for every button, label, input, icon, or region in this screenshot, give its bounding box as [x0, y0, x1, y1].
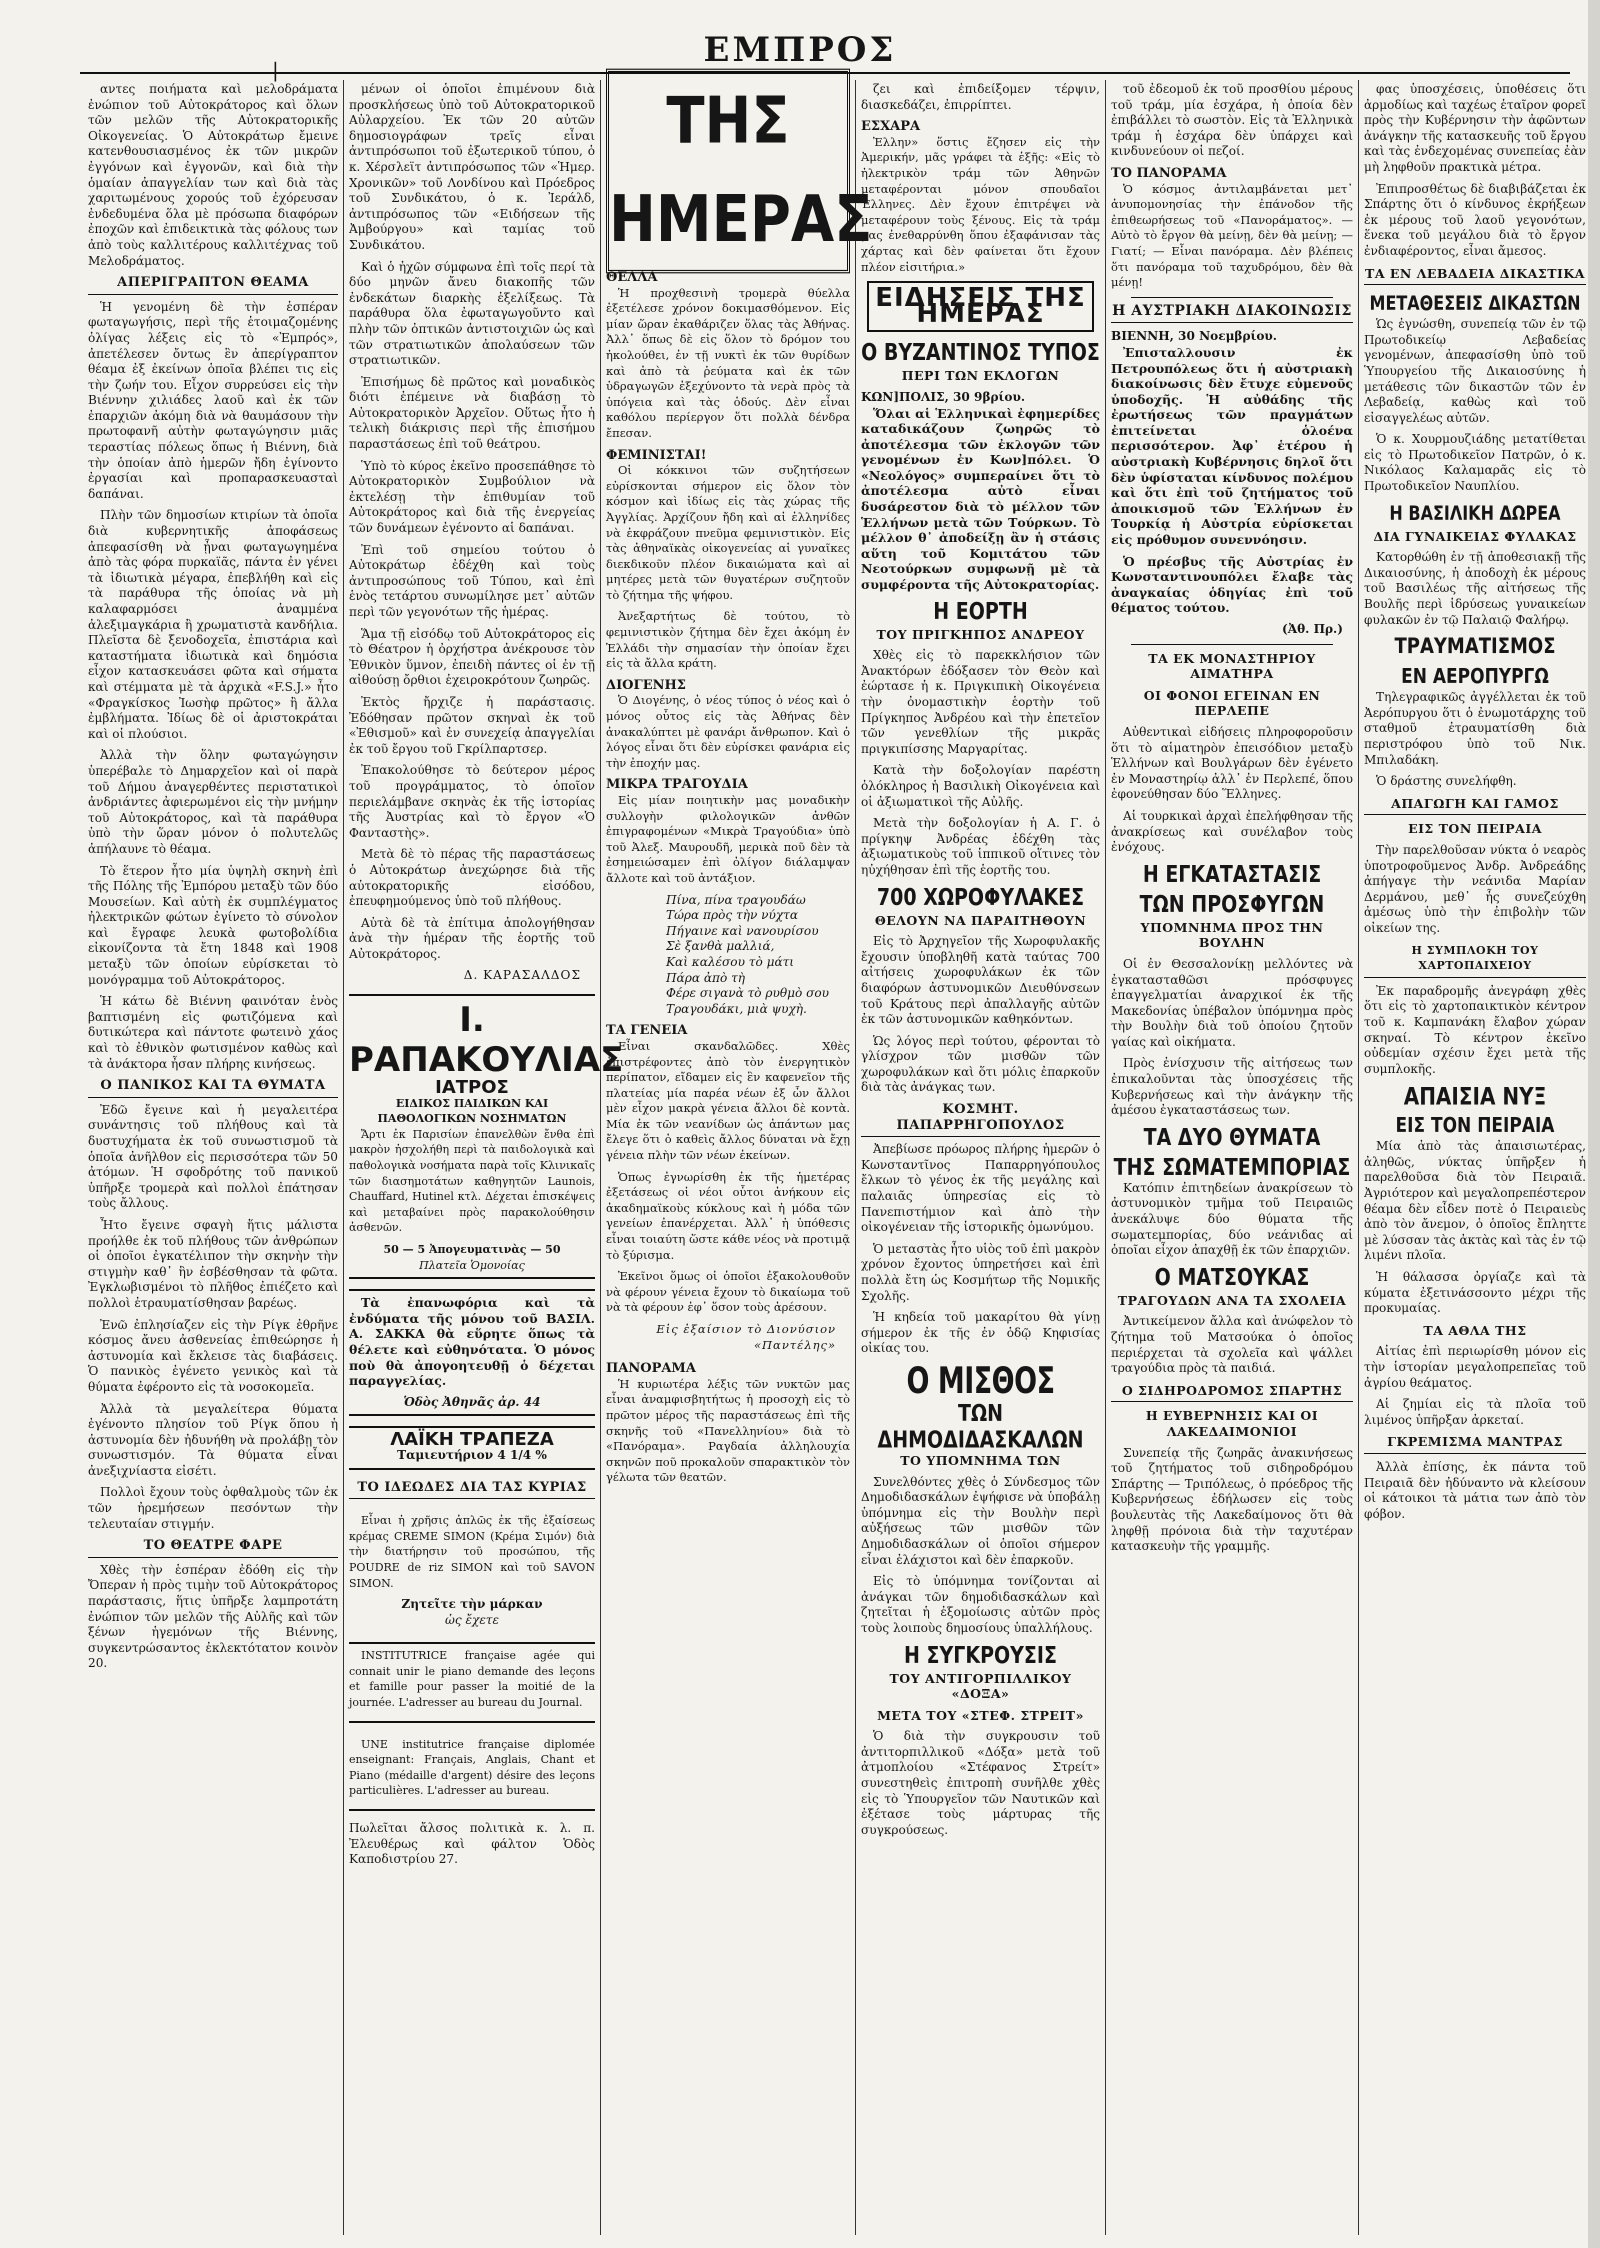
article-paragraph: Τὴν παρελθοῦσαν νύκτα ὁ νεαρὸς ὑποτροφοῦμενος Ἀνδρ. Ἀνδρεάδης ἀπήγαγε τὴν νεάνιδα Μαρίαν Δερμάνου, μεθ᾽ ἧς συνεζεύχθη ἀμέσως ὑπὸ τὴν ἐπιβολὴν τῶν οἰκείων της. [1364, 842, 1586, 935]
poem-line: Πήγαινε καὶ νανουρίσου [666, 923, 819, 938]
article-paragraph: Πλὴν τῶν δημοσίων κτιρίων τὰ ὁποῖα διὰ κυβερνητικῆς ἀποφάσεως ἀπεφασίσθη νὰ ᾖναι φωταγωγημένα ἀπὸ τὰς φόρα πυρκαϊᾶς, πάντα ἐν γένει τὰ ἰδιωτικὰ μέγαρα, ἐπεβλήθη καὶ εἰς τὰ παράθυρα τῆς ὁποίας νὰ μὴ καλαφαρμόσει ἀναμμένα ἀλεξιμαγκάρια ἢ χρωματιστὰ κανδήλια. Πλεῖστα δὲ ξενοδοχεῖα, ἐπιστάρια καὶ καταστήματα ἰδιωτικὰ καὶ δημόσια εἶχον κατασκευάσει φῶτα καὶ σήματα καὶ στέμματα μὲ τὰ ἀρχικὰ «F.S.J.» ἦτο «Φραγκίσκος Ἰωσὴφ πρῶτος» ἢ ἄλλα ἐμβλήματα. Ἰδίως δὲ οἱ ἀριστοκράται καὶ οἱ πλούσιοι. [88, 508, 338, 741]
article-paragraph: Ἀνεξαρτήτως δὲ τούτου, τὸ φεμινιστικὸν ζήτημα δὲν ἔχει ἀκόμη ἐν Ἑλλάδι τὴν σημασίαν τὴν ὁποίαν ἔχει εἰς τὰ ἄλλα κράτη. [606, 609, 850, 671]
article-paragraph: Ἐπιπροσθέτως δὲ διαβιβάζεται ἐκ Σπάρτης ὅτι ὁ κίνδυνος ἐκρήξεων ἐκ μέρους τοῦ λαοῦ γεγονότων, ἕνεκα τοῦ μεγάλου διὰ τὸ ἔργον ἐνδιαφέροντος, εἶναι ἄμεσος. [1364, 181, 1586, 258]
subheadline: ΤΗΣ ΣΩΜΑΤΕΜΠΟΡΙΑΣ [1113, 1154, 1351, 1182]
article-paragraph: Ὑπὸ τὸ κύρος ἐκεῖνο προσεπάθησε τὸ Αὐτοκρατορικὸν Συμβούλιον νὰ ἐκτελέσῃ τὴν ἐπιθυμίαν τοῦ Αὐτοκράτορος καὶ διὰ τῆς ἐνεργείας τῶν δυνάμεων ἐγένοντο αἱ δαπάναι. [349, 458, 595, 536]
article-paragraph: Ἐλλην» ὅστις ἔζησεν εἰς τὴν Ἀμερικήν, μᾶς γράφει τὰ ἑξῆς: «Εἰς τὸ ἠλεκτρικὸν τράμ τῶν Ἀθηνῶν μεταφέρονται μόνον σπουδαῖοι Ἑλληνες. Δὲν ἔχουν ἐπιτρέψει νὰ μεταφέρουν τοὺς ξένους. Εἰς τὰ τράμ μας ἐνεθαρρύνθη ὅπου ἐξαφάνισαν τὰς χάρτας καὶ δὲν φαίνεται ὅτι ἔχουν πλέον εἰσιτήρια.» [861, 134, 1100, 274]
poem-line: Πίνα, πίνα τραγουδάω [666, 892, 806, 907]
article-paragraph: Ἐδῶ ἔγεινε καὶ ἡ μεγαλειτέρα συνάντησις τοῦ πλήθους καὶ τὰ δυστυχήματα ἐκ τοῦ συνωστισμοῦ τὰ ὁποῖα ἀνῆλθον εἰς περισσότερα τῶν 50 ἀτόμων. Ἡ σφοδρότης τοῦ πανικοῦ ὑπῆρξε τρομερὰ καὶ πολλοὶ ἐπάτησαν τοὺς ἄλλους. [88, 1102, 338, 1211]
column-rule [343, 80, 344, 2235]
article-paragraph: Χθὲς εἰς τὸ παρεκκλήσιον τῶν Ἀνακτόρων ἐδόξασεν τὸν Θεὸν καὶ ἐώρτασε ἡ κ. Πριγκιπικὴ Οἰκογένεια τὴν ὀνομαστικὴν ἑορτὴν τοῦ Πρίγκηπος Ἀνδρέου καὶ τὴν ἐπετεῖον τῶν γενεθλίων τῆς μικρᾶς πριγκιπίσσης Μαργαρίτας. [861, 648, 1100, 756]
headline: ΤΑ ΕΚ ΜΟΝΑΣΤΗΡΙΟΥ ΑΙΜΑΤΗΡΑ [1148, 650, 1316, 682]
article-paragraph: Ἐκεῖνοι ὅμως οἱ ὁποῖοι ἐξακολουθοῦν νὰ φέρουν γένεια ἔχουν τὸ δικαίωμα τοῦ νὰ τὰ φέρουν ἐφ᾽ ὅσον τοὺς ἀρέσουν. [606, 1269, 850, 1315]
article-paragraph: Αἱ τουρκικαὶ ἀρχαὶ ἐπελήφθησαν τῆς ἀνακρίσεως καὶ συνέλαβον τοὺς ἐνόχους. [1111, 808, 1353, 855]
article-paragraph: Χθὲς τὴν ἑσπέραν ἐδόθη εἰς τὴν Ὄπεραν ἡ πρὸς τιμὴν τοῦ Αὐτοκράτορος παράστασις, ἥτις ὑπῆρξε λαμπροτάτη ἐνώπιον τῶν μελῶν τῆς Αὐλῆς καὶ τῶν ξένων ἡγεμόνων τῆς Βιέννης, συγκεντρώσαντος ἐκλεκτότατον κοινὸν 20. [88, 1562, 338, 1671]
subheadline: ΟΙ ΦΟΝΟΙ ΕΓΕΙΝΑΝ ΕΝ ΠΕΡΛΕΠΕ [1143, 687, 1321, 719]
article-paragraph: Ὅλαι αἱ Ἑλληνικαὶ ἐφημερίδες καταδικάζουν ζωηρῶς τὸ ἀποτέλεσμα τῶν ἐκλογῶν τῶν γενομένων ἐν Κων]πόλει. Ὁ «Νεολόγος» συμπεραίνει ὅτι τὸ ἀποτέλεσμα αὐτὸ εἶναι δυσάρεστον διὰ τὸ μέλλον τῶν Ἑλλήνων μετὰ τῶν Τούρκων. Τὸ μέλλον θ᾽ ἀποδείξῃ ἂν ἡ στάσις αὕτη τοῦ Κομιτάτου τῶν Νεοτούρκων συμφωνῇ μὲ τὰ συμφέροντα τῆς Αὐτοκρατορίας. [861, 405, 1100, 593]
article-paragraph: Ἦτο ἔγεινε σφαγὴ ἥτις μάλιστα προήλθε ἐκ τοῦ πλήθους τῶν ἀνθρώπων οἱ ὁποῖοι ἐγκατέλιπον τὴν σκηνὴν τὴν στιγμὴν καθ᾽ ἣν ἐσβέσθησαν τὰ φῶτα. Ἐγκλωβισμένοι τὸ πλῆθος ἐπιέζετο καὶ πολλοὶ ἐτραυματίσθησαν βαρέως. [88, 1217, 338, 1310]
headline: 700 ΧΩΡΟΦΥΛΑΚΕΣ [876, 884, 1085, 911]
subheadline: ΜΕΤΑΘΕΣΕΙΣ ΔΙΚΑΣΤΩΝ [1369, 292, 1581, 315]
cosmetics-advertisement [349, 1509, 595, 1632]
article-paragraph: Ἐπακολούθησε τὸ δεύτερον μέρος τοῦ προγράμματος, τὸ ὁποῖον περιελάμβανε σκηνὰς ἐκ τῆς ἱστορίας τῆς Ἀυστρίας καὶ τὸ ἔργον «Ὁ Φανταστὴς». [349, 763, 595, 840]
section-heading: Ο ΠΑΝΙΚΟΣ ΚΑΙ ΤΑ ΘΥΜΑΤΑ [88, 1078, 338, 1098]
column-rule [1105, 80, 1106, 2235]
article-paragraph: αντες ποιήματα καὶ μελοδράματα ἐνώπιον τοῦ Αὐτοκράτορος καὶ ὅλων τῶν μελῶν τῆς Αὐτοκρατορικῆς Οἰκογενείας. Ὁ Αὐτοκράτωρ ἔμεινε κατενθουσιασμένος ἐκ τῶν μικρῶν ἐγγόνων καὶ ἐγγονῶν, καὶ διὰ τὴν ὁμαίαν ἀπαγγελίαν των καὶ διὰ τὰς χαριτωμένους χορούς τοῦ ἐχόρευσαν ἐνδεδυμένα ὅλα μὲ πρόσωπα διαφόρων ἐποχῶν καὶ ἐπιδεικτικὰ τὰς φόλους των ἀπὸ τοὺς καλλιτέρους καλλιτέχνας τοῦ Μελοδράματος. [88, 82, 338, 268]
column-heading: ΔΙΟΓΕΝΗΣ [606, 677, 686, 693]
ad-doctor-address: Πλατεῖα Ὁμονοίας [419, 1258, 525, 1272]
article-paragraph: Ἡ κυριωτέρα λέξις τῶν νυκτῶν μας εἶναι ἀναμφισβητήτως ἡ προσοχὴ εἰς τὸ πρῶτον μέρος τῆς παραστάσεως ἐπὶ τῆς σκηνῆς τοῦ «Πανελληνίου» διὰ τὸ «Πανόραμα». Ραγδαία ἀλληλουχία σκηνῶν ποῦ προκαλοῦν σπαρακτικὸν τὸν γέλωτα τῶν θεατῶν. [606, 1376, 850, 1485]
column-rule [855, 80, 856, 2235]
column-heading: ΠΑΝΟΡΑΜΑ [606, 1361, 696, 1377]
poem-line: Σὲ ξανθὰ μαλλιά, [666, 939, 775, 954]
article-paragraph: Πρὸς ἐνίσχυσιν τῆς αἰτήσεως των ἐπικαλοῦνται τὰς ὑποσχέσεις τῆς Κυβερνήσεως καὶ τὴν ἀνάγκην τῆς ἀμέσου ἐγκαταστάσεως των. [1111, 1056, 1353, 1118]
article-paragraph: Ἐκτὸς ἤρχιζε ἡ παράστασις. Ἐδόθησαν πρῶτον σκηναὶ ἐκ τοῦ «Ἐθισμοῦ» καὶ ἐν συνεχείᾳ ἀπαγγελίαι ἐκ τοῦ ἔργου τοῦ Γκρίλπαρτσερ. [349, 694, 595, 756]
article-paragraph: Ἡ κηδεία τοῦ μακαρίτου θὰ γίνῃ σήμερον ἐκ τῆς ἐν ὁδῷ Κηφισίας οἰκίας του. [861, 1310, 1100, 1356]
article-paragraph: Ἡ κάτω δὲ Βιέννη φαινόταν ἑνὸς βαπτισμένη εἰς φωτιζόμενα καὶ δυτικώτερα καὶ πάντοτε φωτεινὸ χάος καὶ τὸ ἐθνικὸν φωτισμένον καθὼς καὶ τὰ ἀνάκτορα ἦσαν πλήρης κινήσεως. [88, 994, 338, 1071]
article-paragraph: Κατορθώθη ἐν τῇ ἀποθεσιακῇ τῆς Δικαιοσύνης, ἡ ἀποδοχὴ ἐκ μέρους τοῦ Βασιλέως τῆς αἰτήσεως τῆς Βουλῆς περὶ ἱδρύσεως γυναικείων φυλακῶν ἐν τῷ Παλαιῷ Φαλήρῳ. [1364, 550, 1586, 627]
subheadline: ΤΟΥ ΑΝΤΙΓΟΡΠΙΛΛΙΚΟΥ «ΔΟΞΑ» [889, 1670, 1072, 1702]
article-paragraph: Ὁ πρέσβυς τῆς Αὐστρίας ἐν Κωνσταντινουπόλει ἔλαβε τὰς ἀναγκαίας ὁδηγίας ἐπὶ τοῦ θέματος τούτου. [1111, 553, 1353, 616]
section-title-box: ΤΗΣ ΗΜΕΡΑΣ [606, 69, 850, 274]
ad-clothing-text: Τὰ ἐπανωφόρια καὶ τὰ ἐνδύματα τῆς μόνου τοῦ ΒΑΣΙΛ. Α. ΣΑΚΚΑ θὰ εὕρητε ὅπως τὰ θέλετε καὶ εὐθηνότατα. Ὁ μόνος ποὺ θὰ ἀπογοητευθῇ ὁ δέχεται παραγγελίας. [349, 1295, 595, 1389]
headline: Η ΕΟΡΤΗ [933, 598, 1028, 625]
doctor-advertisement [349, 994, 624, 1279]
article-paragraph: Αὐθεντικαὶ εἰδήσεις πληροφοροῦσιν ὅτι τὸ αἱματηρὸν ἐπεισόδιον μεταξὺ Ἑλλήνων καὶ Βουλγάρων δὲν ἐγένετο ἐν Μοναστηρίῳ ἀλλ᾽ ἐν Περλεπέ, ὅπου ἐφονεύθησαν δύο Ἕλληνες. [1111, 724, 1353, 802]
article-paragraph: Ἐκ παραδρομῆς ἀνεγράφη χθὲς ὅτι εἰς τὸ χαρτοπαικτικὸν κέντρον τοῦ κ. Καμπανάκη ἔλαβον χώραν σκηναί. Τὸ κέντρον ἐκεῖνο οὐδεμίαν σχέσιν ἔχει μετὰ τῆς συμπλοκῆς. [1364, 983, 1586, 1076]
article-paragraph: Ὁ μεταστὰς ἦτο υἱὸς τοῦ ἐπὶ μακρὸν χρόνον ἔχοντος ὑπηρετήσει καὶ ἐπὶ πολλὰ ἔτη ὡς Κοσμήτωρ τῆς Νομικῆς Σχολῆς. [861, 1241, 1100, 1303]
article-paragraph: Συνεπείᾳ τῆς ζωηρᾶς ἀνακινήσεως τοῦ ζητήματος τοῦ σιδηροδρόμου Σπάρτης — Τριπόλεως, ὁ πρόεδρος τῆς Κυβερνήσεως ἐδήλωσεν εἰς τοὺς βουλευτὰς τῆς Λακεδαίμονος ὅτι θὰ ληφθῇ πρόνοια διὰ τὴν ταχυτέραν κατασκευὴν τῆς γραμμῆς. [1111, 1445, 1353, 1554]
footer-notice: Πωλεῖται ἄλσος πολιτικὰ κ. λ. π. Ἐλευθέρως καὶ φάλτον Ὁδὸς Καποδιστρίου 27. [349, 1821, 595, 1867]
column-1 [88, 82, 338, 2232]
column-signature: Εἰς ἐξαίσιον τὸ Διονύσιον «Παντέλης» [656, 1322, 836, 1352]
article-paragraph: Ἡ προχθεσινὴ τρομερὰ θύελλα ἐξετέλεσε χρόνον δοκιμασθόμενον. Εἰς μίαν ὥραν ἐκαθάριζεν ὅλας τὰς Ἀθήνας. Ἀλλ᾽ ὅπως δὲ εἰς ὅλον τὸ δρόμον του ἠκολούθει, ἐν τῇ νυκτὶ ἐκ τῶν θυρίδων καὶ ἀπὸ τὰ ῥεύματα καὶ ἐκ τῶν ὑδραγωγῶν ἐξεχύνοντο τὰ νερὰ πρὸς τὰ ὑπόγεια καὶ τὰς ὁδούς. Δὲν εἶναι καθόλου περίεργον ὅτι πολλὰ δένδρα ἔπεσαν. [606, 285, 850, 440]
article-paragraph: Ἐνῶ ἐπλησίαζεν εἰς τὴν Ρίγκ ἐθρῆνε κόσμος ἄνευ ἀσθενείας ἐπιθεώρησε ἡ ἀστυνομία καὶ ἔκλεισε τὰς διαβάσεις. Ὁ πανικὸς ἐγένετο γενικὸς καὶ τὰ θύματα ἐφέροντο εἰς τὰ νοσοκομεῖα. [88, 1317, 338, 1394]
subheadline: ΥΠΟΜΝΗΜΑ ΠΡΟΣ ΤΗΝ ΒΟΥΛΗΝ [1140, 919, 1324, 951]
column-rule [600, 80, 601, 2235]
article-paragraph: Εἰς τὸ Ἀρχηγεῖον τῆς Χωροφυλακῆς ἔχουσιν ὑποβληθῆ κατὰ ταύτας 700 αἰτήσεις χωροφυλάκων ἐκ τῶν διαφόρων ἀστυνομικῶν Διευθύνσεων τοῦ Κράτους περὶ ἀπαλλαγῆς αὐτῶν ἐκ τῶν ἀστυνομικῶν καθηκόντων. [861, 934, 1100, 1027]
ad-clothing-address: Ὁδὸς Ἀθηνᾶς ἀρ. 44 [403, 1394, 541, 1409]
clothing-advertisement [349, 1289, 595, 1416]
article-paragraph: Ἅμα τῇ εἰσόδῳ τοῦ Αὐτοκράτορος εἰς τὸ Θέατρον ἡ ὀρχήστρα ἀνέκρουσε τὸν Ἐθνικὸν ὕμνον, ἐπειδὴ πάντες οἱ ἐν τῇ αἰθούσῃ ὄρθιοι ἐχειροκρότουν ζωηρῶς. [349, 626, 595, 688]
ad-doctor-specialty: ΕΙΔΙΚΟΣ ΠΑΙΔΙΚΩΝ ΚΑΙ ΠΑΘΟΛΟΓΙΚΩΝ ΝΟΣΗΜΑΤΩΝ [377, 1096, 567, 1126]
poem-line: Τώρα πρὸς τὴν νύχτα [666, 908, 799, 923]
subheadline: ΘΕΛΟΥΝ ΝΑ ΠΑΡΑΙΤΗΘΟΥΝ [874, 912, 1087, 928]
subheadline: ΕΙΣ ΤΟΝ ΠΕΙΡΑΙΑ [1395, 1114, 1555, 1139]
section-heading: ΤΟ ΘΕΑΤΡΕ ΦΑΡΕ [88, 1538, 338, 1558]
headline: Ο ΒΥΖΑΝΤΙΝΟΣ ΤΥΠΟΣ [861, 340, 1100, 367]
ad-doctor-hours: 50 — 5 Ἀπογευματινὰς — 50 [383, 1243, 561, 1256]
subheadline: ΤΡΑΓΟΥΔΩΝ ΑΝΑ ΤΑ ΣΧΟΛΕΙΑ [1117, 1292, 1347, 1308]
article-paragraph: Εἰς τὸ ὑπόμνημα τονίζονται αἱ ἀνάγκαι τῶν δημοδιδασκάλων καὶ ζητεῖται ἡ ἐξομοίωσις αὐτῶν πρὸς τοὺς λοιποὺς δημοσίους ὑπαλλήλους. [861, 1574, 1100, 1635]
article-paragraph: Εἶναι σκανδαλῶδες. Χθὲς ἐπιστρέφοντες ἀπὸ τὸν ἐνεργητικὸν περίπατον, εἴδαμεν εἰς ἓν καφενεῖον τῆς πλατείας μία παρέα νέων ἐξ ὧν ἄλλοι μὲν εἶχον μακρὰ γένεια ἄλλοι δὲ κοντὰ. Μία ἐκ τῶν νεανίδων ὡς ἀπάντων μας ἔλεγε ὅτι ὁ καθεὶς ἄλλος δύναται νὰ ἔχῃ γένεια πλὴν τῶν νέων ἐκείνων. [606, 1038, 850, 1163]
article-paragraph: Πολλοὶ ἔχουν τοὺς ὀφθαλμοὺς τῶν ἐκ τῶν ἠρεμήσεων πεσόντων τὴν τελευταίαν στιγμήν. [88, 1485, 338, 1531]
article-paragraph: Ὁπως ἐγνωρίσθη ἐκ τῆς ἡμετέρας ἐξετάσεως οἱ νέοι οὗτοι ἀνήκουν εἰς ἀκαδημαϊκοὺς κύκλους καὶ ἡ μόδα τῶν γενείων ἐπανέρχεται. Ἀλλ᾽ ἡ ὑπόθεσις εἶναι τοιαύτη ὥστε κάθε νέος νὰ προτιμᾷ τὸ ξύρισμα. [606, 1169, 850, 1262]
headline: Ο ΣΙΔΗΡΟΔΡΟΜΟΣ ΣΠΑΡΤΗΣ [1111, 1383, 1353, 1403]
institutrice2-advertisement [349, 1733, 595, 1811]
article-paragraph: Ἐπὶ τοῦ σημείου τούτου ὁ Αὐτοκράτωρ ἐδέχθη καὶ τοὺς ἀντιπροσώπους τοῦ Τύπου, καὶ ἐπὶ ἑνὸς τετάρτου συνωμίλησε μετ᾽ αὐτῶν περὶ τῶν γεγονότων τῆς ἡμέρας. [349, 542, 595, 619]
headline: ΤΡΑΥΜΑΤΙΣΜΟΣ [1394, 634, 1556, 660]
column-2 [349, 82, 624, 2232]
column-heading: ΤΟ ΠΑΝΟΡΑΜΑ [1111, 165, 1227, 181]
article-paragraph: Κατόπιν ἐπιτηδείων ἀνακρίσεων τὸ ἀστυνομικὸν τμῆμα τοῦ Πειραιῶς ἀνεκάλυψε δύο θύματα τῆς σωματεμπορίας, δύο νεάνιδας αἱ ὁποῖαι εἶχον ἀπαχθῇ ἐκ τῶν ἐπαρχιῶν. [1111, 1180, 1353, 1258]
section-heading: ΤΟ ΙΔΕΩΔΕΣ ΔΙΑ ΤΑΣ ΚΥΡΙΑΣ [349, 1480, 595, 1500]
headline: ΓΚΡΕΜΙΣΜΑ ΜΑΝΤΡΑΣ [1364, 1434, 1586, 1454]
article-paragraph: Ἐπισήμως δὲ πρῶτος καὶ μοναδικὸς διότι ἐπέμεινε νὰ διαβάσῃ τὸ Αὐτοκρατορικὸν Ἀρχεῖον. Οὕτως ἦτο ἡ τελικὴ διάκρισις περὶ τῆς ἐπισήμου παραστάσεως ἐπὶ τοῦ θεάτρου. [349, 374, 595, 452]
headline: Η ΣΥΓΚΡΟΥΣΙΣ [904, 1642, 1057, 1669]
headline: ΑΠΑΙΣΙΑ ΝΥΞ [1403, 1081, 1547, 1111]
headline: ΤΑ ΑΘΛΑ ΤΗΣ [1423, 1322, 1527, 1338]
article-paragraph: Ὁ κ. Χουρμουζιάδης μετατίθεται εἰς τὸ Πρωτοδικεῖον Πατρῶν, ὁ κ. Νικόλαος Καλαμαρᾶς εἰς τὸ Πρωτοδικεῖον Ναυπλίου. [1364, 432, 1586, 494]
ad-bank-name: ΛΑΪΚΗ ΤΡΑΠΕΖΑ [390, 1429, 554, 1451]
masthead [0, 0, 1600, 82]
article-paragraph: Μετὰ δὲ τὸ πέρας τῆς παραστάσεως ὁ Αὐτοκράτωρ ἀνεχώρησε διὰ τῆς αὐτοκρατορικῆς εἰσόδου, ἐπευφημούμενος ὑπὸ τοῦ πλήθους. [349, 847, 595, 909]
article-paragraph: Ἀλλὰ ἐπίσης, ἐκ πάντα τοῦ Πειραιᾶ δὲν ἠδύναντο νὰ κλείσουν οἱ κάτοικοι τὰ μάτια των ἀπὸ τὸν φόβον. [1364, 1459, 1586, 1521]
headline: ΤΑ ΔΥΟ ΘΥΜΑΤΑ [1143, 1124, 1321, 1152]
subheadline: ΤΟΥ ΠΡΙΓΚΗΠΟΣ ΑΝΔΡΕΟΥ [876, 626, 1085, 642]
dateline: ΒΙΕΝΝΗ, 30 Νοεμβρίου. [1111, 329, 1278, 344]
article-paragraph: Ὁ κόσμος ἀντιλαμβάνεται μετ᾽ ἀνυπομονησίας τὴν ἐπάνοδον τῆς ἐπιθεωρήσεως τοῦ «Πανοράματος». — Αὐτὸ τὸ ἔργον θὰ μείνῃ, δὲν θὰ μείνῃ; — Γιατί; — Εἶναι πανόραμα. Δὲν βλέπεις ὅτι πανόραμα τοῦ ταχυδρόμου, δὲν θὰ μένῃ! [1111, 181, 1353, 290]
page-edge-shadow [1588, 0, 1600, 2248]
article-paragraph: Ἀντικείμενον ἄλλα καὶ ἀνώφελον τὸ ζήτημα τοῦ Ματσούκα ὁ ὁποῖος περιέρχεται τὰ σχολεῖα καὶ ψάλλει τραγούδια πρὸς τὰ παιδιά. [1111, 1314, 1353, 1376]
article-paragraph: Ὁ Διογένης, ὁ νέος τύπος ὁ νέος καὶ ὁ μόνος οὗτος εἰς τὰς Ἀθήνας δὲν ἀνακαλύπτει μὲ φανάρι ἄνθρωπον. Καὶ ὁ λόγος εἶναι ὅτι δὲν εὑρίσκει φανάρια εἰς τὴν ἐποχήν μας. [606, 693, 850, 770]
ad-institutrice2-text: UNE institutrice française diplomée enseignant: Français, Anglais, Chant et Piano (médaille d'argent) désire des leçons particulières. L'adresser au bureau. [349, 1737, 595, 1798]
headline: Η ΣΥΜΠΛΟΚΗ ΤΟΥ ΧΑΡΤΟΠΑΙΧΕΙΟΥ [1364, 943, 1586, 978]
poem-line: Καὶ καλέσου τὸ μάτι [666, 954, 795, 969]
article-paragraph: Μία ἀπὸ τὰς ἀπαισιωτέρας, ἀληθῶς, νύκτας ὑπῆρξεν ἡ παρελθοῦσα διὰ τὸν Πειραιᾶ. Ἀγριότερον καὶ μεγαλοπρεπέστερον θέαμα δὲν εἶδεν ποτὲ ὁ Πειραιεὺς ἀπὸ τὸν ἄνεμον, ὁ ὁποῖος ἔπληττε μὲ λύσσαν τὰς ἀκτὰς καὶ τὰς ἐν τῷ λιμένι πλοῖα. [1364, 1139, 1586, 1263]
page-mark: | [272, 58, 279, 82]
newspaper-title: ΕΜΠΡΟΣ [703, 30, 897, 70]
subheadline: ΤΟ ΥΠΟΜΝΗΜΑ ΤΩΝ [900, 1452, 1061, 1468]
ad-bank-sub: Ταμιευτήριον 4 1/4 % [397, 1447, 547, 1462]
article-paragraph: Τηλεγραφικῶς ἀγγέλλεται ἐκ τοῦ Ἀερόπυργου ὅτι ὁ ἐνωμοτάρχης τοῦ σταθμοῦ ἐτραυματίσθη διὰ περιστρόφου ὑπὸ τοῦ Νικ. Μπιλαδάκη. [1364, 690, 1586, 767]
subheadline: ΠΕΡΙ ΤΩΝ ΕΚΛΟΓΩΝ [901, 368, 1060, 384]
article-paragraph: Ἀλλὰ τὰ μεγαλείτερα θύματα ἐγένοντο πλησίον τοῦ Ρίγκ ὅπου ἡ ἀστυνομία δὲν ἠδυνήθη νὰ προλάβῃ τὸν συνωστισμόν. Τὰ θύματα εἶναι ἀνεξιχνίαστα εἰσέτι. [88, 1401, 338, 1478]
poem [666, 893, 850, 1018]
article-paragraph: Ἐπισταλλουσιν ἐκ Πετρουπόλεως ὅτι ἡ αὐστριακὴ διακοίνωσις δὲν ἔτυχε εὐμενοῦς ὑποδοχῆς. Ἡ αὐθάδης τῆς ἐρωτήσεως τῶν πραγμάτων ἐπιτείνεται ὁλοένα περισσότερον. Ἀφ᾽ ἑτέρου ἡ αὐστριακὴ Κυβέρνησις δηλοῖ ὅτι δὲν ὑφίσταται κίνδυνος πολέμου καὶ ὅτι ἐπὶ τοῦ ζητήματος τοῦ ἀποικισμοῦ τῶν Ἑλλήνων ἐν Τουρκίᾳ ἡ Αὐστρία εὑρίσκεται εἰς πρόθυμον συνεννόησιν. [1111, 344, 1353, 548]
article-paragraph: Μετὰ τὴν δοξολογίαν ἡ Α. Γ. ὁ πρίγκηψ Ἀνδρέας ἐδέχθη τὰς ἀξιωματικοὺς τοῦ ἱππικοῦ οἵτινες τὸν ηὐχήθησαν ἐπὶ τῆς ἑορτῆς του. [861, 816, 1100, 877]
poem-line: Φέρε σιγανὰ τὸ ρυθμὸ σου [666, 986, 830, 1001]
article-paragraph: Αἰτίας ἐπὶ περιωρίσθη μόνον εἰς τὴν ἱστορίαν μεγαλοπρεπεῖας τοῦ ἀγρίου θεάματος. [1364, 1344, 1586, 1390]
article-paragraph: τοῦ ἐδεομοῦ ἐκ τοῦ προσθίου μέρους τοῦ τράμ, μία ἐσχάρα, ἡ ὁποία δὲν ἐπιβάλλει τὸ σωστὸν. Εἰς τὰ Ἑλληνικὰ τράμ ἡ ἐσχάρα δὲν ὑπάρχει καὶ κινδυνεύουν οἱ πεζοί. [1111, 82, 1353, 159]
headline: Ο ΜΑΤΣΟΥΚΑΣ [1154, 1264, 1310, 1292]
headline: Η ΑΥΣΤΡΙΑΚΗ ΔΙΑΚΟΙΝΩΣΙΣ [1111, 304, 1353, 324]
headline: Η ΒΑΣΙΛΙΚΗ ΔΩΡΕΑ [1389, 501, 1561, 525]
subheadline: ΔΙΑ ΓΥΝΑΙΚΕΙΑΣ ΦΥΛΑΚΑΣ [1373, 528, 1577, 544]
article-paragraph: Ἡ θάλασσα ὀργίαζε καὶ τὰ κύματα ἐξετινάσσοντο μέχρι τῆς προκυμαίας. [1364, 1270, 1586, 1316]
article-paragraph: Συνελθόντες χθὲς ὁ Σύνδεσμος τῶν Δημοδιδασκάλων ἐψήφισε νὰ ὑποβάλῃ ὑπόμνημα εἰς τὴν Βουλὴν περὶ αὐξήσεως τῶν μισθῶν τῶν Δημοδιδασκάλων οἱ ὁποῖοι σήμερον εἶναι ἐλάχιστοι καὶ δὲν ἐπαρκοῦν. [861, 1474, 1100, 1567]
column-6 [1364, 82, 1586, 2232]
subheadline: Η ΕΥΒΕΡΝΗΣΙΣ ΚΑΙ ΟΙ ΛΑΚΕΔΑΙΜΟΝΙΟΙ [1145, 1408, 1319, 1439]
article-paragraph: φας ὑποσχέσεις, ὑποθέσεις ὅτι ἀρμοδίως καὶ ταχέως ἑταῖρον φορεῖ πρὸς τὴν Κυβέρνησιν τὴν ἀφῶντων ἀνάγκην τῆς κατασκευῆς τοῦ ἔργου καὶ τὰς ἐνδεχομένας συνεπείας ἐὰν μὴ ληφθοῦν πρακτικὰ μέτρα. [1364, 82, 1586, 174]
headline: ΑΠΑΓΩΓΗ ΚΑΙ ΓΑΜΟΣ [1364, 796, 1586, 816]
news-headline-box: ΕΙΔΗΣΕΙΣ ΤΗΣ ΗΜΕΡΑΣ [867, 281, 1094, 332]
column-heading: ΘΕΛΛΑ [606, 270, 658, 285]
ad-institutrice-text: INSTITUTRICE française agée qui connait unir le piano demande des leçons et famille pour passer la moitié de la journée. L'adresser au bureau du Journal. [349, 1649, 595, 1710]
ad-cosmetics-tag: Ζητεῖτε τὴν μάρκαν [401, 1597, 543, 1612]
author-signature: Δ. ΚΑΡΑΣΑΛΔΟΣ [463, 968, 581, 983]
subheadline: ΤΩΝ ΔΗΜΟΔΙΔΑΣΚΑΛΩΝ [877, 1400, 1084, 1454]
divider [1131, 644, 1333, 645]
ad-doctor-body: Ἄρτι ἐκ Παρισίων ἐπανελθὼν ἔνθα ἐπὶ μακρὸν ἠσχολήθη περὶ τὰ παιδολογικὰ καὶ παθολογικὰ νοσήματα παρὰ τοῖς Κλινικαῖς τῶν διασημοτάτων καθηγητῶν Launois, Chauffard, Hutinel κτλ. Δέχεται ἐπισκέψεις καὶ μεταβαίνει πρὸς παρακολούθησιν ἀσθενῶν. [349, 1127, 595, 1235]
article-paragraph: Ἀπεβίωσε πρόωρος πλήρης ἡμερῶν ὁ Κωνσταντῖνος Παπαρρηγόπουλος ἔλκων τὸ γένος ἐκ τῆς μεγάλης καὶ παλαιᾶς ὑπηρεσίας εἰς τὸ Πανεπιστήμιον καὶ ἀπὸ τὴν οἰκογένειαν τῆς ἱστορικῆς ὁμωνύμου. [861, 1142, 1100, 1235]
headline: Ο ΜΙΣΘΟΣ [906, 1360, 1055, 1403]
ad-doctor-role: ΙΑΤΡΟΣ [435, 1077, 509, 1099]
article-paragraph: Εἰς μίαν ποιητικὴν μας μοναδικὴν συλλογὴν φιλολογικῶν ἀνθῶν ἐπιγραφομένων «Μικρὰ Τραγούδια» ὑπὸ τοῦ Ἀλεξ. Μαυρουδῆ, μερικὰ ποῦ δὲν τὰ ἐσημειώσαμεν ἐπὶ ὀλίγον διάλαμψαν ἄλλοτε καὶ τοῦ ἀντάξιον. [606, 793, 850, 885]
article-paragraph: Καὶ ὁ ἠχῶν σύμφωνα ἐπὶ τοῖς περί τὰ δύο μηνῶν ἄνευ διακοπῆς τῶν ἐνδεκάτων διαρκὴς ἐξελίξεως. Τὰ παράθυρα ὅλα ἐφωταγωγοῦντο καὶ πλὴν τῶν ὀπτικῶν ἀντιστοιχιῶν ὡς καὶ τῶν στρατιωτικῶν ἀπολαύσεων τῶν στρατιωτικῶν. [349, 259, 595, 368]
article-paragraph: ζει καὶ ἐπιδείξομεν τέρψιν, διασκεδάζει, ἐπιρρίπτει. [861, 82, 1100, 112]
article-paragraph: Ὁ διὰ τὴν συγκρουσιν τοῦ ἀντιτορπιλλικοῦ «Δόξα» μετὰ τοῦ ἀτμοπλοίου «Στέφανος Στρείτ» συνεστηθεὶς ἐπιτροπὴ συνῆλθε χθὲς εἰς τὸ Ὑπουργεῖον τῶν Ναυτικῶν καὶ ἐξέτασε τοὺς μάρτυρας τῆς συγκρούσεως. [861, 1729, 1100, 1837]
subheadline: ΤΩΝ ΠΡΟΣΦΥΓΩΝ [1139, 891, 1325, 918]
ad-doctor-name: Ι. ΡΑΠΑΚΟΥΛΙΑΣ [349, 1000, 624, 1081]
poem-line: Τραγουδάκι, μιὰ ψυχὴ. [666, 1001, 807, 1016]
headline: Η ΕΓΚΑΤΑΣΤΑΣΙΣ [1142, 861, 1322, 888]
article-paragraph: Αἱ ζημίαι εἰς τὰ πλοῖα τοῦ λιμένος ὑπῆρξαν ἀρκεταί. [1364, 1397, 1586, 1427]
section-heading: ΑΠΕΡΙΓΡΑΠΤΟΝ ΘΕΑΜΑ [88, 275, 338, 295]
column-3 [606, 82, 873, 2232]
column-heading: ΜΙΚΡΑ ΤΡΑΓΟΥΔΙΑ [606, 777, 748, 793]
subheadline: ΕΝ ΑΕΡΟΠΥΡΓΩ [1401, 665, 1549, 690]
article-paragraph: Αὐτὰ δὲ τὰ ἐπίτιμα ἀπολογήθησαν ἀνὰ τὴν ἡμέραν τῆς ἑορτῆς τοῦ Αὐτοκράτορος. [349, 915, 595, 961]
article-paragraph: μένων οἱ ὁποῖοι ἐπιμένουν διὰ προσκλήσεως ὑπὸ τοῦ Αὐτοκρατορικοῦ Αὐλαρχείου. Ἐκ τῶν 20 αὐτῶν δημοσιογράφων τρεῖς εἶναι ἀντιπρόσωποι τοῦ ἐξωτερικοῦ τύπου, ὁ κ. Χέρσλεϊτ ἀντιπρόσωπος τῶν «Ἡμερ. Χρονικῶν» τοῦ Λονδίνου καὶ Πρόεδρος τοῦ Συνδικάτου, ὁ κ. Ἰεράλδ, ἀντιπρόσωπος τῶν «Ειδήσεων τῆς Ἀμβούργου» καὶ ταμίας τοῦ Συνδικάτου. [349, 82, 595, 252]
column-heading: ΤΑ ΓΕΝΕΙΑ [606, 1023, 688, 1039]
divider [1131, 297, 1333, 298]
article-paragraph: Ὡς λόγος περὶ τούτου, φέρονται τὸ γλίσχρον τῶν μισθῶν τῶν χωροφυλάκων καὶ ὅτι μόλις ἐπαρκοῦν διὰ τὰς ἀνάγκας των. [861, 1033, 1100, 1095]
article-paragraph: Οἱ ἐν Θεσσαλονίκῃ μελλόντες νὰ ἐγκατασταθῶσι πρόσφυγες ἐπαγγελματίαι ἀναρχικοί ἐκ τῆς Μακεδονίας ὑπέβαλον ὑπόμνημα πρὸς τὴν Βουλὴν διὰ τοῦ ὁποίου ζητοῦν γαίας καὶ οἰκήματα. [1111, 956, 1353, 1049]
dateline: ΚΩΝ]ΠΟΛΙΣ, 30 9βρίου. [861, 389, 1026, 404]
subheadline: ΜΕΤΑ ΤΟΥ «ΣΤΕΦ. ΣΤΡΕΙΤ» [877, 1707, 1084, 1723]
article-paragraph: Τὸ ἕτερον ἦτο μία ὑψηλὴ σκηνὴ ἐπὶ τῆς Πόλης τῆς Ἐμπόρου μεταξὺ τῶν δύο Μουσείων. Καὶ αὐτὴ ἐκ συμπλέγματος ἠλεκτρικῶν φώτων ἐγίνετο τὸ σύνολον καὶ ἔγραφε λευκὰ φωτοβολίδια εἰκονίζοντα τὰ ἔτη 1848 καὶ 1908 μεταξὺ τῶν ὁποίων εὑρίσκεται τὸ μονόγραμμα τοῦ Αὐτοκράτορος. [88, 863, 338, 987]
column-4 [861, 82, 1100, 2232]
institutrice-advertisement [349, 1642, 595, 1722]
poem-line: Πάρα ἀπὸ τὴ [666, 970, 746, 985]
article-paragraph: Ὁ δράστης συνελήφθη. [1376, 774, 1517, 789]
headline: ΤΑ ΕΝ ΛΕΒΑΔΕΙΑ ΔΙΚΑΣΤΙΚΑ [1364, 266, 1586, 286]
article-paragraph: Κατὰ τὴν δοξολογίαν παρέστη ὁλόκληρος ἡ Βασιλικὴ Οἰκογένεια καὶ οἱ ἀξιωματικοὶ τῆς Αὐλῆς. [861, 763, 1100, 809]
column-rule [1358, 80, 1359, 2235]
bank-advertisement [349, 1426, 595, 1469]
ad-cosmetics-end: ὡς ἔχετε [445, 1612, 499, 1627]
section-heading: ΚΟΣΜΗΤ. ΠΑΠΑΡΡΗΓΟΠΟΥΛΟΣ [861, 1102, 1100, 1137]
column-5 [1111, 82, 1353, 2232]
column-heading: ΦΕΜΙΝΙΣΤΑΙ! [606, 447, 707, 463]
article-paragraph: Ὡς ἐγνώσθη, συνεπείᾳ τῶν ἐν τῷ Πρωτοδικείῳ Λεβαδείας γενομένων, ἀπεφασίσθη ὑπὸ τοῦ Ὑπουργείου τῆς Δικαιοσύνης ἡ μετάθεσις τῶν δικαστῶν τῶν ἐν Λεβαδείᾳ, καθὼς καὶ τοῦ εἰσαγγελέως αὐτῶν. [1364, 317, 1586, 425]
byline: (Ἀθ. Πρ.) [1282, 622, 1343, 636]
ad-cosmetics-body: Εἶναι ἡ χρῆσις ἁπλῶς ἐκ τῆς ἐξαίσεως κρέμας CREME SIMON (Κρέμα Σιμόν) διὰ τὴν διατήρησιν τοῦ προσώπου, τῆς POUDRE de riz SIMON καὶ τοῦ SAVON SIMON. [349, 1514, 595, 1590]
article-paragraph: Ἡ γενομένη δὲ τὴν ἑσπέραν φωταγωγήσις, περὶ τῆς ἑτοιμαζομένης ὀλίγας λέξεις εἰς τὸ «Ἐμπρός», ἀπετέλεσεν ὄντως ἓν ἀπερίγραπτον θέαμα ἐξ ἐκείνων ὁποῖα βλέπει τις εἰς τὴν ζωήν του. Εἶχον συρρεύσει εἰς τὴν Βιέννην χιλιάδες λαοῦ καὶ ἐκ τῶν ἐπαρχιῶν ἀκόμη διὰ νὰ θαυμάσουν τὴν πρωτοφανῆ αὐτὴν φωταγώγησιν μιᾶς τεραστίας πόλεως ὅπως ἡ Βιέννη, διὰ τὴν ὁποίαν ἀπὸ ἡμερῶν ἤδη ἐγίνοντο ἐργασίαι καὶ προπαρασκευασταὶ δαπάναι. [88, 299, 338, 501]
article-paragraph: Ἀλλὰ τὴν ὅλην φωταγώγησιν ὑπερέβαλε τὸ Δημαρχεῖον καὶ οἱ παρὰ τοῦ Δήμου ἀναγερθέντες περιστατικοὶ ἀνδριάντες ἀφιερωμένοι εἰς τὴν μνήμην τοῦ Αὐτοκράτορος, καὶ τὰ παράθυρα ὑπὸ τὴν ὥραν μόνον ὁ πολυτελῶς ἀπήλαυνε τὸ θέαμα. [88, 748, 338, 856]
subheadline: ΕΙΣ ΤΟΝ ΠΕΙΡΑΙΑ [1408, 821, 1542, 837]
column-heading: ΕΣΧΑΡΑ [861, 119, 921, 135]
article-paragraph: Οἱ κόκκινοι τῶν συζητήσεων εὐρίσκονται σήμερον εἰς ὅλον τὸν κόσμον καὶ ἰδίως εἰς τὰς χώρας τῆς Ἀγγλίας. Ἀρχίζουν ἤδη καὶ αἱ ἑλληνίδες νὰ ἐκφράζουν πνεῦμα φεμινιστικὸν. Εἰς τὰς ἀθηναϊκὰς οἰκογενείας αἱ γυναῖκες διεκδικοῦν πλέον δικαιώματα καὶ αἱ μητέρες μετὰ τῶν θυγατέρων συζητοῦν τὸ ζήτημα τῆς ψήφου. [606, 463, 850, 602]
